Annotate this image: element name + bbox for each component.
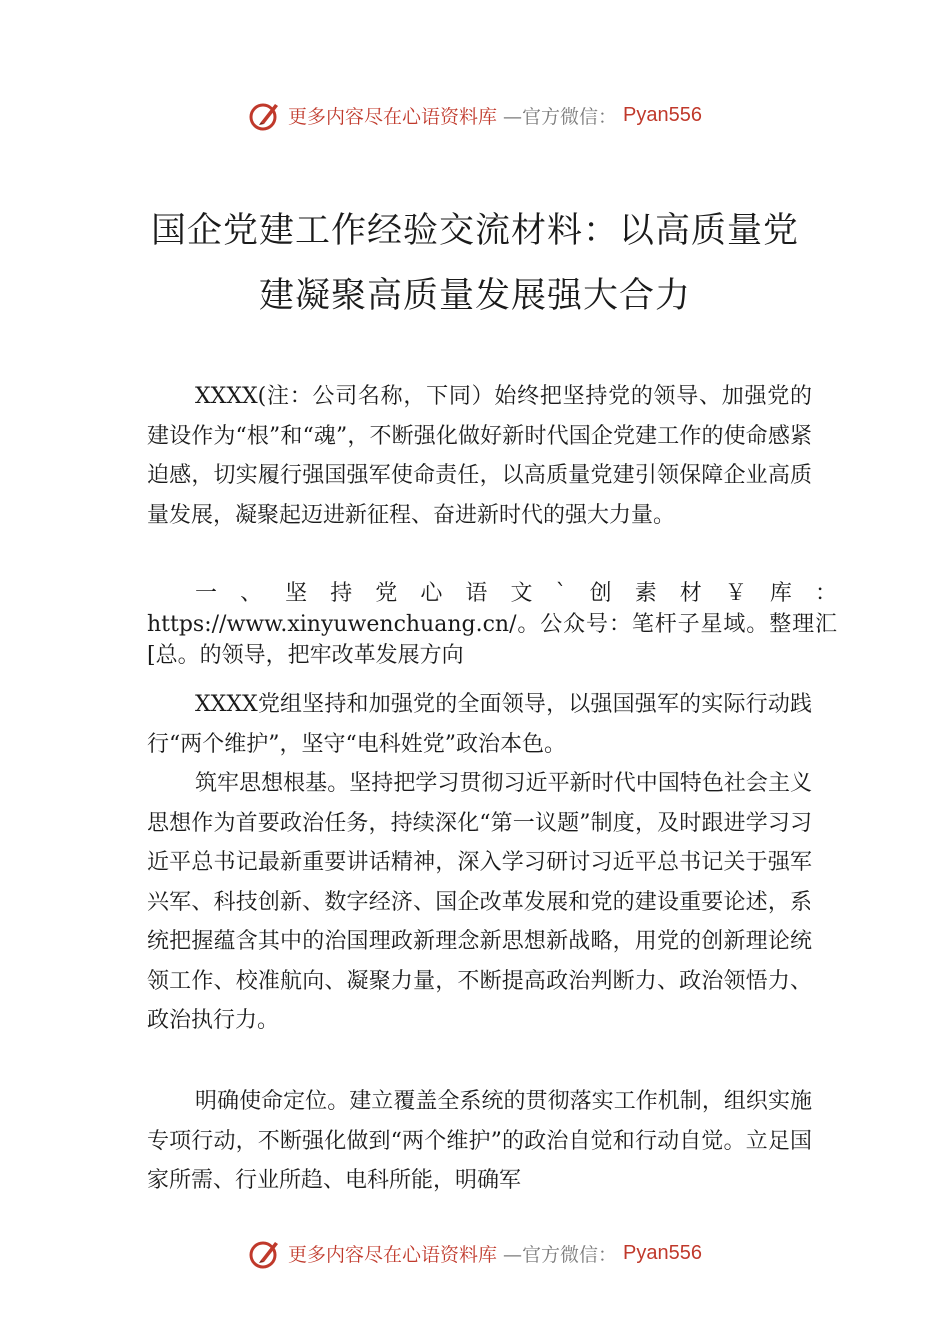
watermark-wechat-id: Pyan556 — [623, 1241, 702, 1264]
header-watermark — [0, 95, 950, 135]
section-heading-1: 一、坚持党心语文`创素材￥库：https://www.xinyuwenchuang.cn/。公众号：笔杆子星域。整理汇[总。的领导，把牢改革发展方向 — [147, 581, 837, 668]
quill-logo-icon — [248, 1236, 282, 1270]
body-paragraph-3: 筑牢思想根基。坚持把学习贯彻习近平新时代中国特色社会主义思想作为首要政治任务，持续深化“第一议题”制度，及时跟进学习习近平总书记最新重要讲话精神，深入学习研讨习近平总书记关于强军兴军、科技创新、数字经济、国企改革发展和党的建设重要论述，系统把握蕴含其中的治国理政新理念新思想新战略，用党的创新理论统领工作、校准航向、凝聚力量，不断提高政治判断力、政治领悟力、政治执行力。 — [147, 771, 812, 1033]
body-paragraph-4: 明确使命定位。建立覆盖全系统的贯彻落实工作机制，组织实施专项行动，不断强化做到“两个维护”的政治自觉和行动自觉。立足国家所需、行业所趋、电科所能，明确军 — [147, 1089, 812, 1193]
quill-logo-icon — [248, 98, 282, 132]
watermark-text: 更多内容尽在心语资料库 — [288, 105, 498, 128]
watermark-wechat-id: Pyan556 — [623, 103, 702, 126]
body-paragraph-2: XXXX党组坚持和加强党的全面领导，以强国强军的实际行动践行“两个维护”，坚守“电科姓党”政治本色。 — [147, 692, 812, 757]
footer-watermark — [0, 1233, 950, 1273]
document-title-line-2: 建凝聚高质量发展强大合力 — [258, 276, 691, 316]
document-title-line-1: 国企党建工作经验交流材料：以高质量党 — [150, 211, 799, 251]
body-paragraph-intro: XXXX(注：公司名称，下同）始终把坚持党的领导、加强党的建设作为“根”和“魂”，不断强化做好新时代国企党建工作的使命感紧迫感，切实履行强国强军使命责任，以高质量党建引领保障企业高质量发展，凝聚起迈进新征程、奋进新时代的强大力量。 — [147, 384, 812, 528]
watermark-text: 更多内容尽在心语资料库 — [288, 1243, 498, 1266]
watermark-label: —官方微信： — [503, 105, 618, 128]
watermark-label: —官方微信： — [503, 1243, 618, 1266]
